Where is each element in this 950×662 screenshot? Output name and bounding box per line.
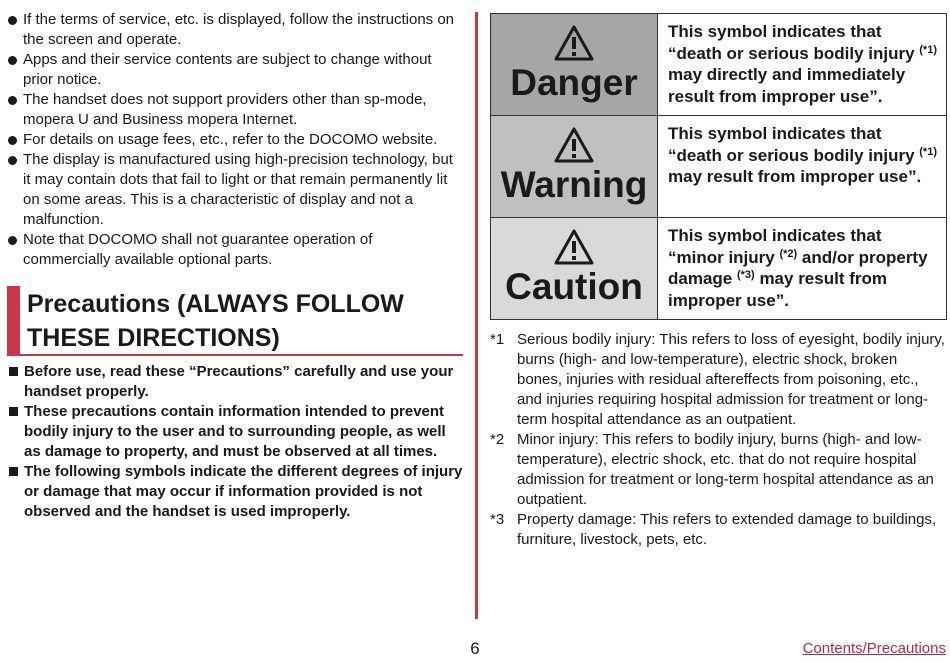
bullet-dot-icon [8, 236, 17, 245]
section-heading [7, 286, 463, 356]
column-divider [475, 12, 478, 619]
left-column [8, 10, 464, 270]
hazard-row-danger [491, 14, 946, 116]
footnote-ref: (*3) [736, 269, 755, 281]
footnote-ref: (*1) [919, 43, 937, 56]
list-item: Note that DOCOMO shall not guarantee operation of commercially available optional parts. [8, 230, 464, 270]
hazard-word: Caution [505, 266, 643, 307]
warning-triangle-icon [554, 229, 594, 265]
bullet-dot-icon [8, 136, 17, 145]
warning-triangle-icon [554, 127, 594, 163]
footnotes [490, 330, 946, 550]
precaution-points [8, 362, 464, 522]
footnote-mark: *3 [490, 511, 505, 528]
hazard-symbol-table [490, 13, 947, 320]
list-item: For details on usage fees, etc., refer to the DOCOMO website. [8, 130, 464, 150]
footnote-ref: (*2) [779, 247, 798, 260]
hazard-row-caution [491, 218, 946, 319]
list-item: If the terms of service, etc. is displayed, follow the instructions on the screen and operate. [8, 10, 464, 50]
hazard-label-cell [491, 218, 658, 319]
footnote-mark: *2 [490, 431, 505, 448]
footnote: *3 Property damage: This refers to extended damage to buildings, furniture, livestock, pets, etc. [490, 511, 937, 548]
warning-triangle-icon [554, 25, 594, 61]
footnote: *1 Serious bodily injury: This refers to loss of eyesight, bodily injury, burns (high- and low-temperature), electric shock, broken bones, injuries with residual aftereffects from poisoning, etc., and injuries requiring hospital admission for treatment or long-term hospital attendance as an outpatient. [490, 331, 945, 428]
hazard-description: This symbol indicates that “death or serious bodily injury $^{(*1)}$ may result from improper use”. [668, 124, 937, 186]
footnote-ref: (*1) [919, 145, 937, 158]
list-item: These precautions contain information intended to prevent bodily injury to the user and to surrounding people, as well as damage to property, and must be observed at all times. [8, 402, 464, 462]
hazard-label-cell [491, 116, 658, 217]
list-item: Before use, read these “Precautions” carefully and use your handset properly. [8, 362, 464, 402]
hazard-word: Danger [510, 62, 638, 103]
hazard-label-cell [491, 14, 658, 115]
hazard-description: This symbol indicates that “minor injury $^{(*2)}$ and/or property damage $^{(*3)}$ may result from improper use”. [668, 226, 928, 310]
list-item: The display is manufactured using high-precision technology, but it may contain dots that fail to light or that remain permanently lit on some areas. This is a characteristic of display and not a malfunction. [8, 150, 464, 230]
bullet-dot-icon [8, 56, 17, 65]
footnote-mark: *1 [490, 331, 505, 348]
list-item: Apps and their service contents are subject to change without prior notice. [8, 50, 464, 90]
section-title: Precautions (ALWAYS FOLLOW THESE DIRECTIONS) [27, 290, 404, 352]
hazard-row-warning [491, 116, 946, 218]
square-bullet-icon [9, 467, 18, 476]
bullet-dot-icon [8, 96, 17, 105]
bullet-dot-icon [8, 156, 17, 165]
notes-list [8, 10, 464, 270]
contents-precautions-link[interactable]: Contents/Precautions [802, 640, 946, 657]
square-bullet-icon [9, 407, 18, 416]
footnote: *2 Minor injury: This refers to bodily injury, burns (high- and low-temperature), electric shock, etc. that do not require hospital admission for treatment or long-term hospital attendance as an outpatient. [490, 431, 934, 508]
list-item: The handset does not support providers other than sp-mode, mopera U and Business mopera Internet. [8, 90, 464, 130]
hazard-word: Warning [500, 164, 648, 205]
list-item: The following symbols indicate the different degrees of injury or damage that may occur if information provided is not observed and the handset is used improperly. [8, 462, 464, 522]
square-bullet-icon [9, 367, 18, 376]
page-number: 6 [470, 639, 480, 658]
bullet-dot-icon [8, 16, 17, 25]
heading-accent-bar [7, 286, 20, 354]
hazard-description: This symbol indicates that “death or serious bodily injury $^{(*1)}$ may directly and immediately result from improper use”. [668, 22, 937, 106]
